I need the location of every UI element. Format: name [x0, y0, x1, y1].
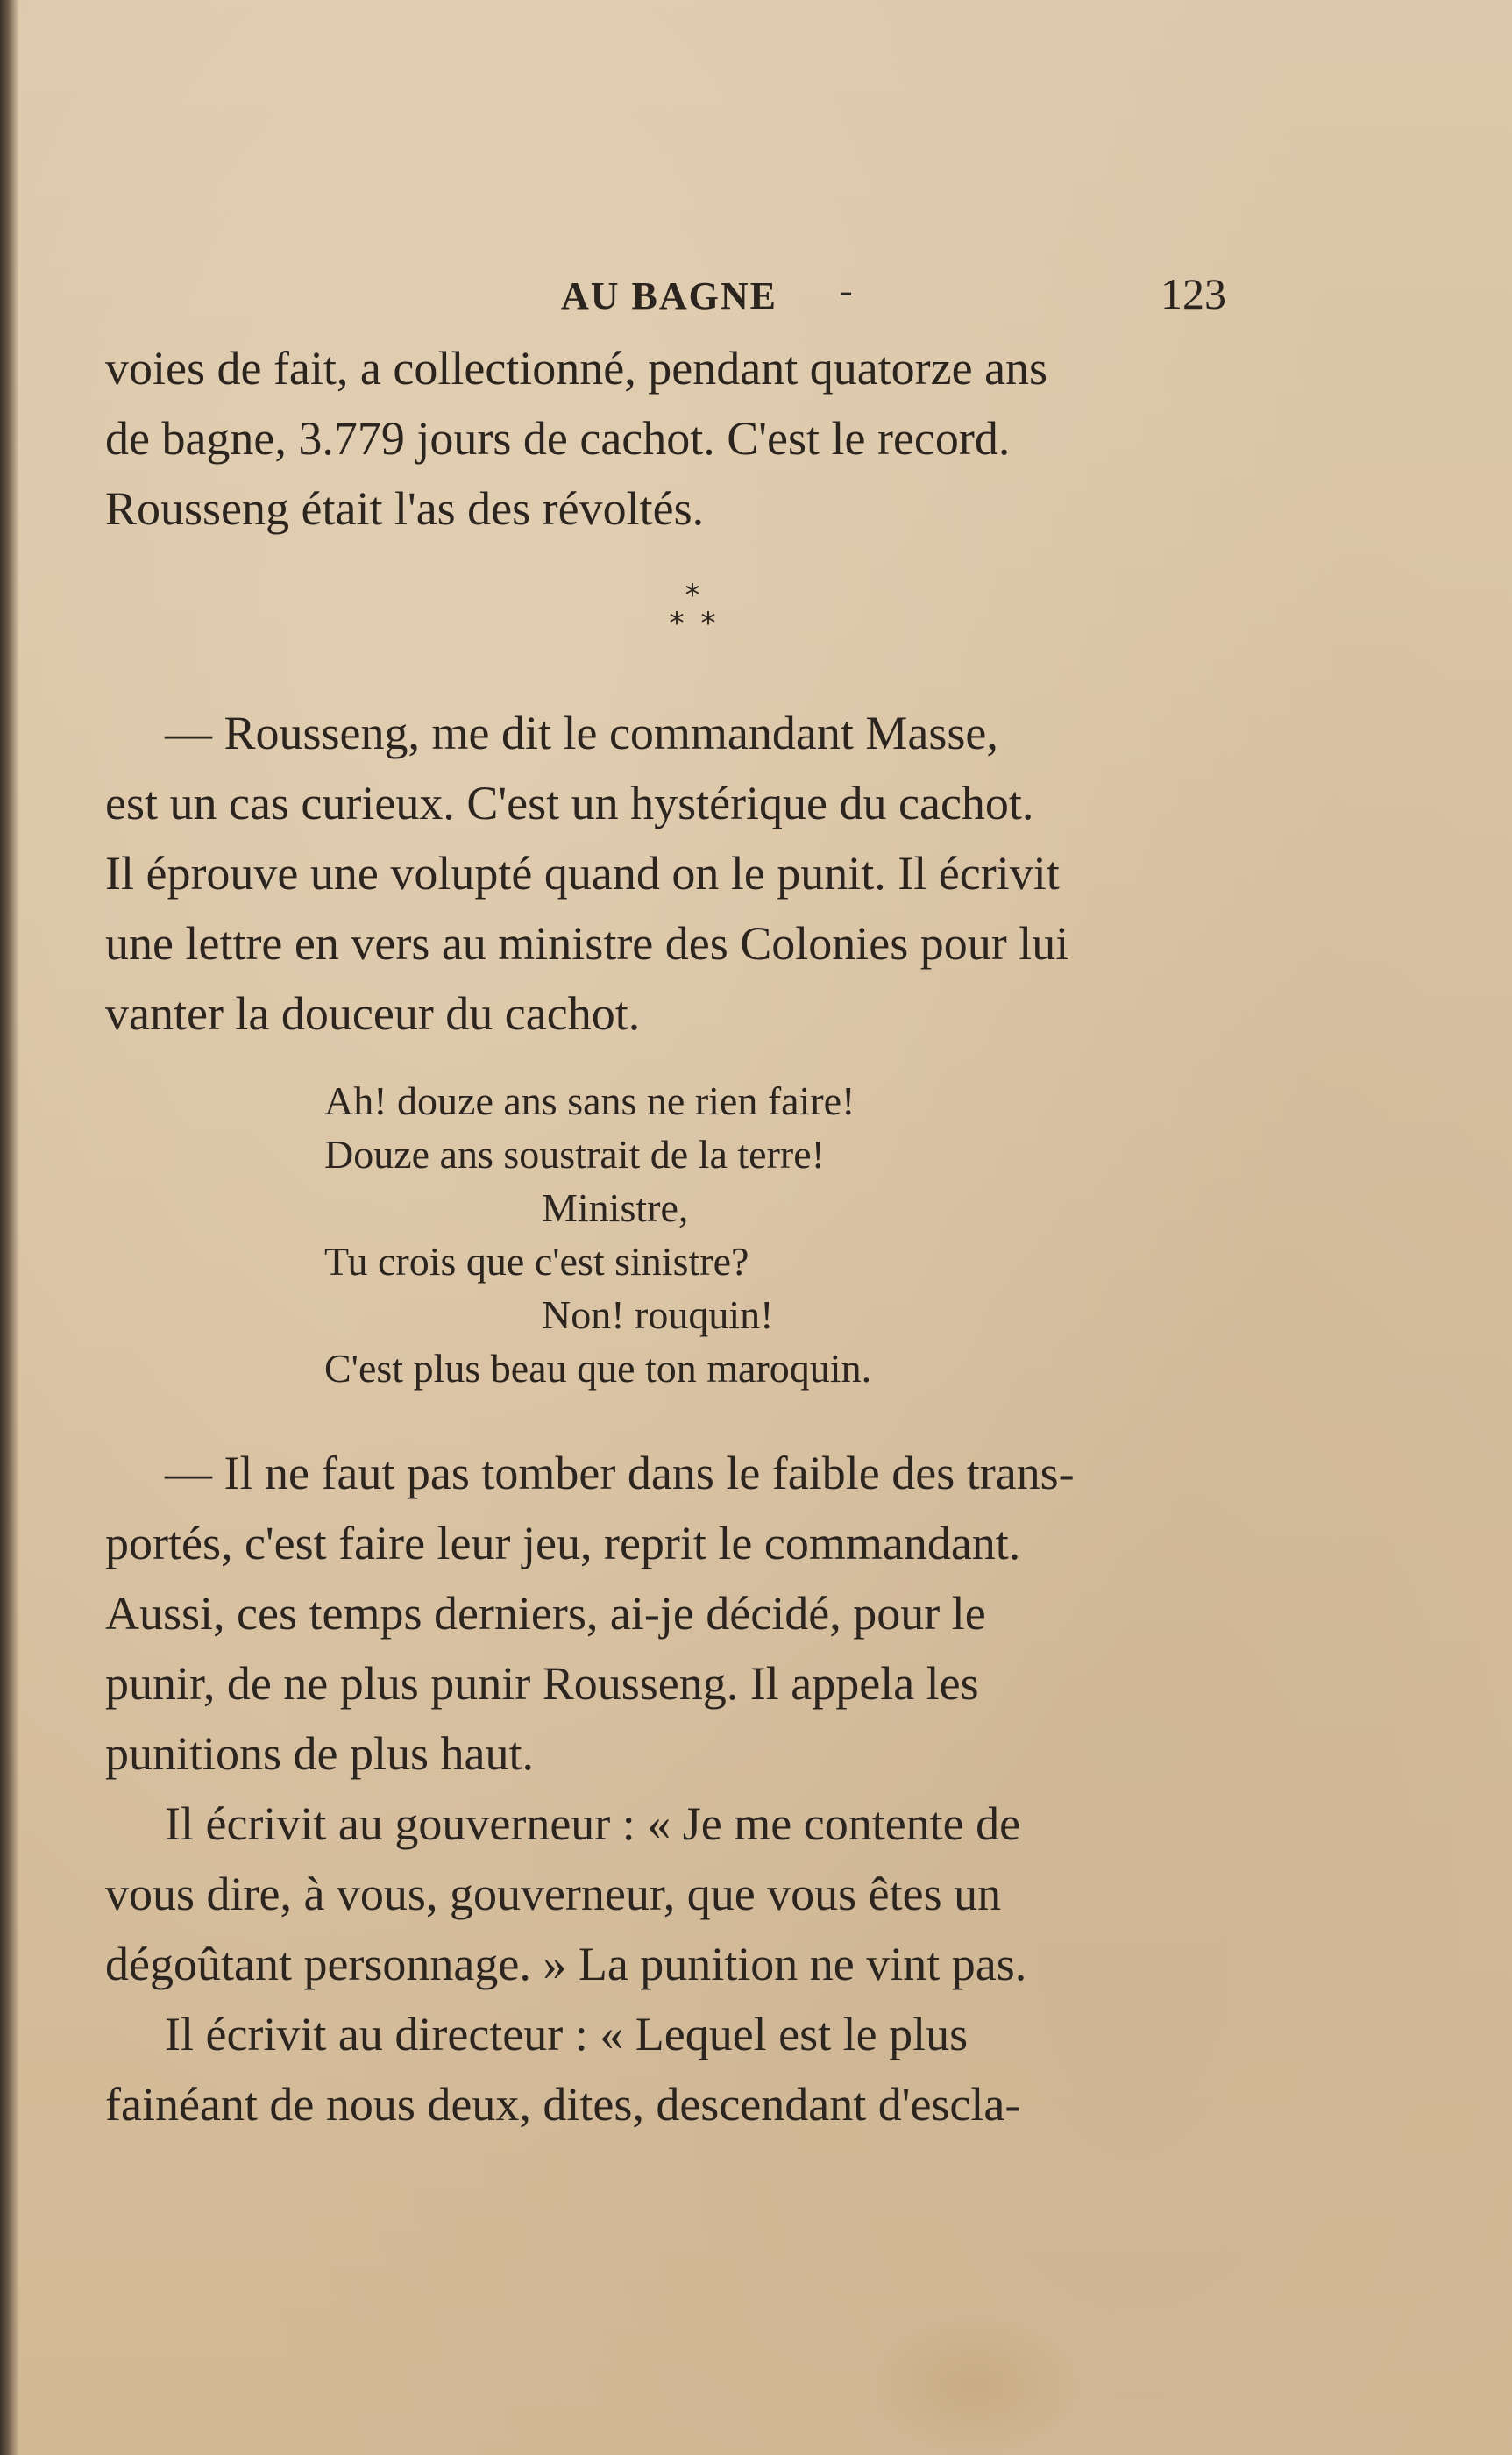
text-line: de bagne, 3.779 jours de cachot. C'est le record. — [105, 412, 1011, 465]
text-line: — Il ne faut pas tomber dans le faible des trans- — [165, 1447, 1075, 1499]
page-number: 123 — [1161, 269, 1226, 318]
text-line: punir, de ne plus punir Rousseng. Il appela les — [105, 1657, 979, 1710]
text-line: — Rousseng, me dit le commandant Masse, — [165, 707, 998, 759]
header-dash: - — [840, 269, 853, 312]
poem-line: C'est plus beau que ton maroquin. — [324, 1346, 872, 1391]
text-line: Rousseng était l'as des révoltés. — [105, 482, 705, 535]
poem-line: Ministre, — [542, 1185, 689, 1230]
running-title: AU BAGNE — [561, 274, 778, 317]
svg-text:*: * — [700, 606, 716, 640]
svg-text:*: * — [685, 579, 700, 613]
paragraph-2 — [105, 698, 1245, 1049]
paper-stain — [868, 2315, 1078, 2455]
text-line: Il éprouve une volupté quand on le punit. Il écrivit — [105, 847, 1060, 900]
poem-line: Ah! douze ans sans ne rien faire! — [324, 1078, 855, 1123]
text-line: fainéant de nous deux, dites, descendant d'escla- — [105, 2078, 1021, 2131]
text-line: une lettre en vers au ministre des Colonies pour lui — [105, 917, 1069, 970]
paragraph-1 — [105, 333, 1245, 544]
running-header — [561, 269, 1262, 326]
text-line: voies de fait, a collectionné, pendant quatorze ans — [105, 342, 1048, 395]
book-spine-shadow — [0, 0, 19, 2455]
text-line: Il écrivit au directeur : « Lequel est le plus — [165, 2008, 969, 2060]
text-line: vanter la douceur du cachot. — [105, 987, 641, 1040]
text-line: vous dire, à vous, gouverneur, que vous êtes un — [105, 1868, 1002, 1920]
poem-line: Tu crois que c'est sinistre? — [324, 1239, 749, 1284]
text-line: punitions de plus haut. — [105, 1727, 534, 1780]
paragraph-3 — [105, 1438, 1245, 1789]
poem-line: Non! rouquin! — [542, 1292, 774, 1337]
text-line: portés, c'est faire leur jeu, reprit le commandant. — [105, 1517, 1021, 1569]
asterism-icon — [649, 579, 736, 640]
paragraph-4 — [105, 1789, 1245, 1999]
text-line: est un cas curieux. C'est un hystérique du cachot. — [105, 777, 1034, 829]
svg-text:*: * — [669, 606, 685, 640]
poem — [324, 1074, 1113, 1395]
text-line: Aussi, ces temps derniers, ai-je décidé, pour le — [105, 1587, 986, 1640]
poem-line: Douze ans soustrait de la terre! — [324, 1132, 825, 1177]
text-line: dégoûtant personnage. » La punition ne vint pas. — [105, 1938, 1027, 1990]
paragraph-5 — [105, 1999, 1245, 2139]
text-line: Il écrivit au gouverneur : « Je me contente de — [165, 1797, 1021, 1850]
